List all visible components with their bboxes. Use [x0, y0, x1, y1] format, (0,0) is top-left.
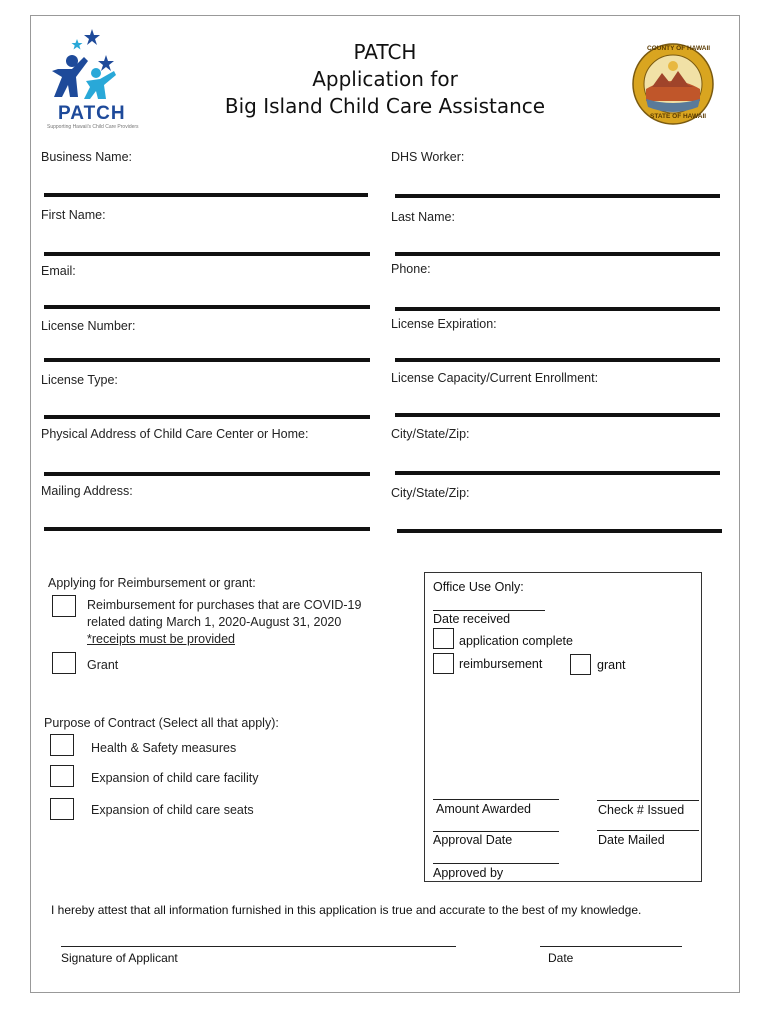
approval-date-line[interactable]: [433, 831, 559, 832]
license-expiration-field[interactable]: [395, 358, 720, 362]
patch-logo-text: PATCH: [58, 103, 126, 124]
check-issued-label: Check # Issued: [598, 803, 685, 817]
office-heading: Office Use Only:: [433, 580, 524, 594]
health-safety-label: Health & Safety measures: [91, 741, 237, 755]
signature-line[interactable]: [61, 946, 456, 947]
mailing-address-field[interactable]: [44, 527, 370, 531]
grant-checkbox[interactable]: [52, 652, 76, 674]
physical-address-label: Physical Address of Child Care Center or Home:: [41, 427, 309, 441]
date-received-label: Date received: [433, 612, 511, 626]
license-number-label: License Number:: [41, 319, 136, 333]
office-reimbursement-checkbox[interactable]: [433, 653, 454, 674]
amount-awarded-line[interactable]: [433, 799, 559, 800]
license-expiration-label: License Expiration:: [391, 317, 497, 331]
city-state-zip-label-1: City/State/Zip:: [391, 427, 470, 441]
dhs-worker-field[interactable]: [395, 194, 720, 198]
signature-date-label: Date: [548, 951, 574, 965]
city-state-zip-label-2: City/State/Zip:: [391, 486, 470, 500]
application-heading: Applying for Reimbursement or grant:: [48, 576, 256, 590]
signature-label: Signature of Applicant: [61, 951, 178, 965]
approved-by-label: Approved by: [433, 866, 504, 880]
seal-top-text: COUNTY OF HAWAII: [647, 45, 711, 52]
date-mailed-line[interactable]: [597, 830, 699, 831]
reimbursement-checkbox[interactable]: [52, 595, 76, 617]
approval-date-label: Approval Date: [433, 833, 513, 847]
date-received-line[interactable]: [433, 610, 545, 611]
title-line2: Application for: [312, 67, 458, 91]
city-state-zip-field-1[interactable]: [395, 471, 720, 475]
office-grant-label: grant: [597, 658, 626, 672]
facility-expansion-checkbox[interactable]: [50, 765, 74, 787]
application-complete-label: application complete: [459, 634, 573, 648]
mailing-address-label: Mailing Address:: [41, 484, 133, 498]
reimbursement-label-line1: Reimbursement for purchases that are COVID-19: [87, 598, 362, 612]
phone-label: Phone:: [391, 262, 431, 276]
last-name-label: Last Name:: [391, 210, 455, 224]
email-field[interactable]: [44, 305, 370, 309]
grant-label: Grant: [87, 658, 119, 672]
license-type-field[interactable]: [44, 415, 370, 419]
attestation-text: I hereby attest that all information furnished in this application is true and accurate to the best of my knowledge.: [51, 903, 642, 917]
amount-awarded-label: Amount Awarded: [436, 802, 531, 816]
dhs-worker-label: DHS Worker:: [391, 150, 465, 164]
email-label: Email:: [41, 264, 76, 278]
business-name-label: Business Name:: [41, 150, 133, 164]
seal-bottom-text: STATE OF HAWAII: [650, 113, 707, 120]
seats-expansion-checkbox[interactable]: [50, 798, 74, 820]
license-capacity-label: License Capacity/Current Enrollment:: [391, 371, 599, 385]
purpose-heading: Purpose of Contract (Select all that apply):: [44, 716, 279, 730]
seats-expansion-label: Expansion of child care seats: [91, 803, 254, 817]
check-issued-line[interactable]: [597, 800, 699, 801]
physical-address-field[interactable]: [44, 472, 370, 476]
approved-by-line[interactable]: [433, 863, 559, 864]
office-reimbursement-label: reimbursement: [459, 657, 543, 671]
title-line3: Big Island Child Care Assistance: [224, 94, 546, 118]
signature-date-line[interactable]: [540, 946, 682, 947]
county-seal: [632, 43, 714, 125]
office-grant-checkbox[interactable]: [570, 654, 591, 675]
reimbursement-label-line2: related dating March 1, 2020-August 31, 2020: [87, 615, 342, 629]
application-complete-checkbox[interactable]: [433, 628, 454, 649]
license-capacity-field[interactable]: [395, 413, 720, 417]
last-name-field[interactable]: [395, 252, 720, 256]
city-state-zip-field-2[interactable]: [397, 529, 722, 533]
title-line1: PATCH: [353, 40, 417, 64]
license-type-label: License Type:: [41, 373, 118, 387]
business-name-field[interactable]: [44, 193, 368, 197]
health-safety-checkbox[interactable]: [50, 734, 74, 756]
facility-expansion-label: Expansion of child care facility: [91, 771, 259, 785]
reimbursement-label-line3: *receipts must be provided: [87, 632, 235, 646]
license-number-field[interactable]: [44, 358, 370, 362]
date-mailed-label: Date Mailed: [598, 833, 665, 847]
phone-field[interactable]: [395, 307, 720, 311]
first-name-label: First Name:: [41, 208, 106, 222]
patch-logo-tagline: Supporting Hawaii's Child Care Providers: [47, 124, 139, 130]
first-name-field[interactable]: [44, 252, 370, 256]
